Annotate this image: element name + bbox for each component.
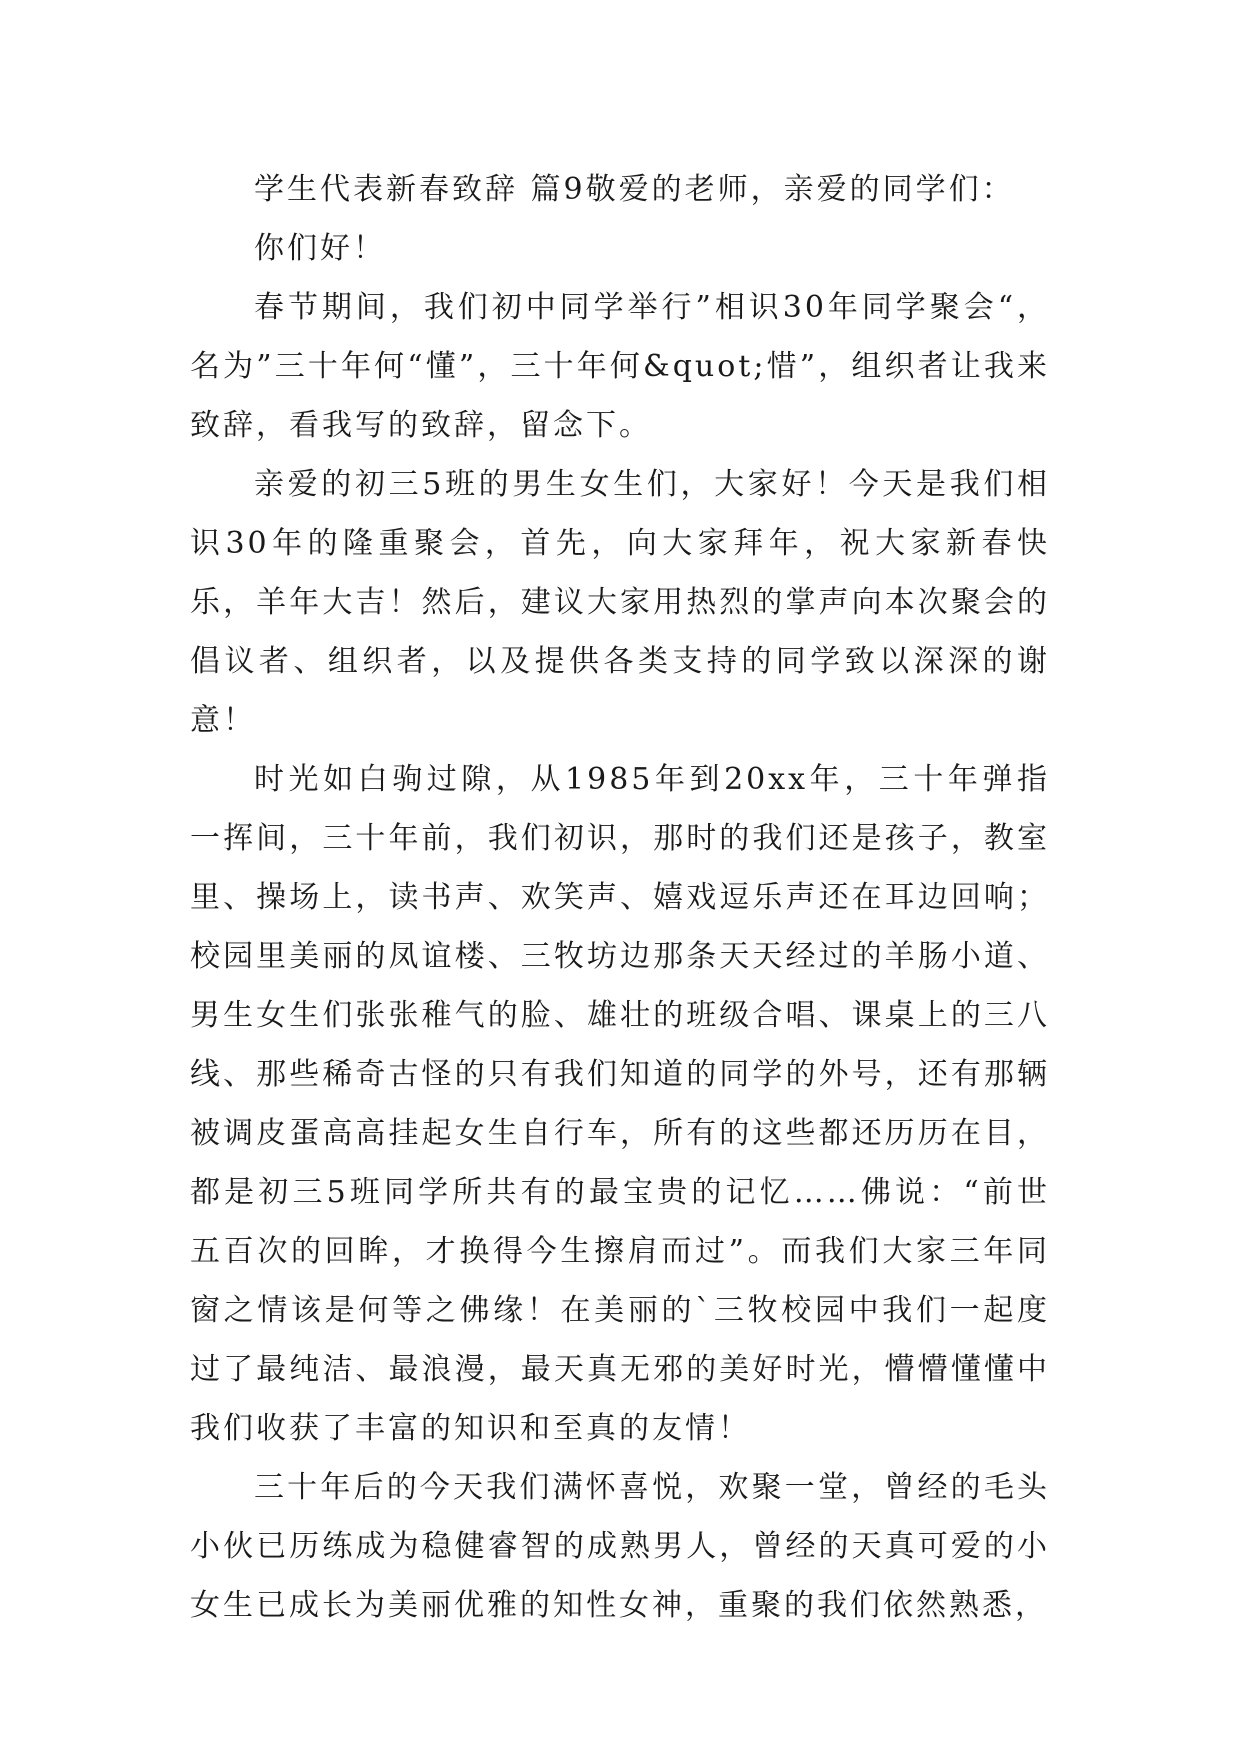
paragraph-intro: 春节期间，我们初中同学举行”相识30年同学聚会“，名为”三十年何“懂”，三十年何&quot;惜”，组织者让我来致辞，看我写的致辞，留念下。: [190, 290, 1050, 443]
paragraph-greeting: 你们好！: [254, 231, 386, 266]
paragraph-memories: 时光如白驹过隙，从1985年到20xx年，三十年弹指一挥间，三十年前，我们初识，那时的我们还是孩子，教室里、操场上，读书声、欢笑声、嬉戏逗乐声还在耳边回响；校园里美丽的凤谊楼、三牧坊边那条天天经过的羊肠小道、男生女生们张张稚气的脸、雄壮的班级合唱、课桌上的三八线、那些稀奇古怪的只有我们知道的同学的外号，还有那辆被调皮蛋高高挂起女生自行车，所有的这些都还历历在目，都是初三5班同学所共有的最宝贵的记忆……佛说：“前世五百次的回眸，才换得今生擦肩而过”。而我们大家三年同窗之情该是何等之佛缘！在美丽的`三牧校园中我们一起度过了最纯洁、最浪漫，最天真无邪的美好时光，懵懵懂懂中我们收获了丰富的知识和至真的友情！: [190, 762, 1050, 1446]
paragraph-title: 学生代表新春致辞 篇9敬爱的老师，亲爱的同学们：: [254, 172, 1015, 207]
paragraph-welcome: 亲爱的初三5班的男生女生们，大家好！今天是我们相识30年的隆重聚会，首先，向大家拜年，祝大家新春快乐，羊年大吉！然后，建议大家用热烈的掌声向本次聚会的倡议者、组织者，以及提供各类支持的同学致以深深的谢意！: [190, 467, 1050, 738]
paragraph-reunion: 三十年后的今天我们满怀喜悦，欢聚一堂，曾经的毛头小伙已历练成为稳健睿智的成熟男人，曾经的天真可爱的小女生已成长为美丽优雅的知性女神，重聚的我们依然熟悉，: [190, 1470, 1050, 1623]
document-body: [190, 160, 1050, 1635]
